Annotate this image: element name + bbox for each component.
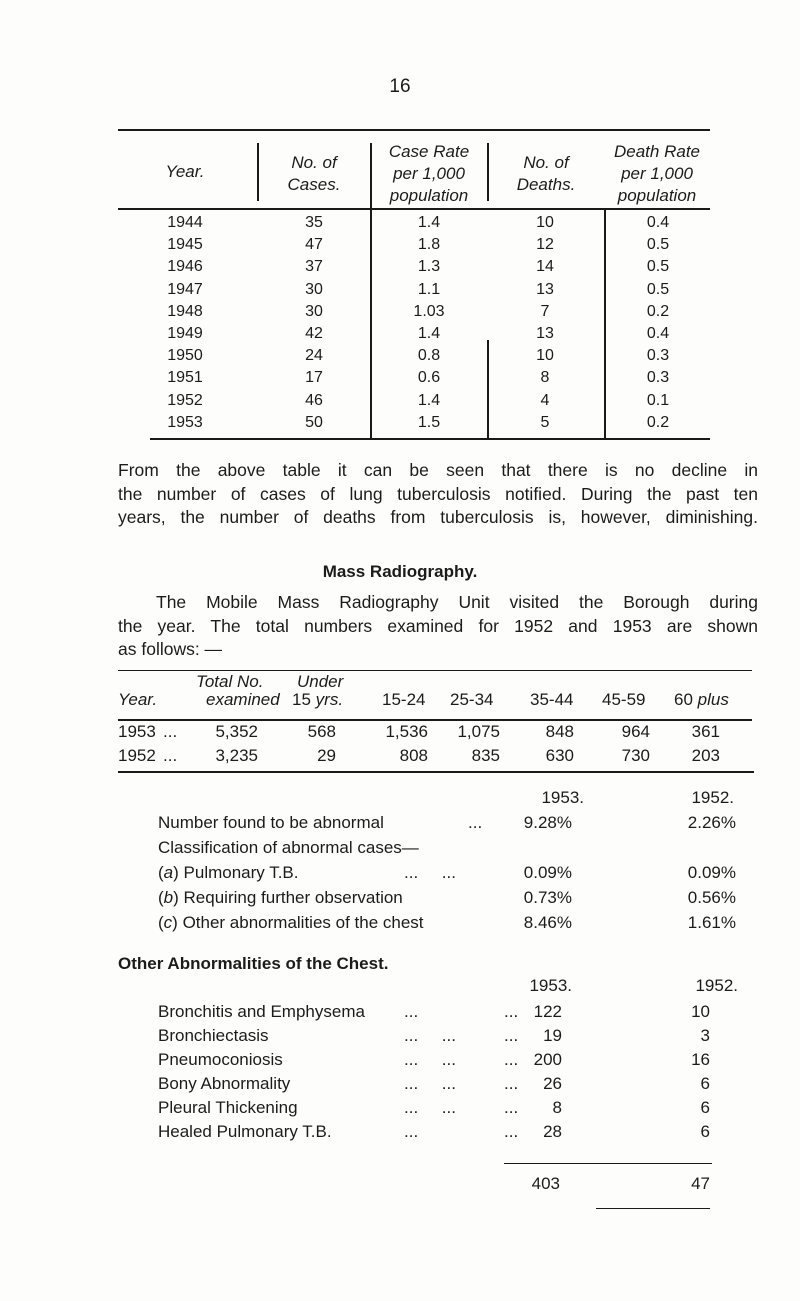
age-header-45-59: 45-59: [602, 690, 646, 709]
cases-cell: 35: [305, 214, 323, 231]
age-header-under15: 15 yrs.: [292, 690, 344, 709]
age-table-top-rule: [118, 670, 752, 671]
age-cell-dots: ...: [163, 746, 178, 765]
death-rate-cell: 0.3: [646, 369, 670, 387]
abnormal-item-1952: 1.61%: [687, 913, 736, 932]
age-header-25-34: 25-34: [450, 690, 494, 709]
case-rate-cell: 1.4: [417, 325, 441, 342]
header-year: Year.: [165, 162, 205, 181]
chest-row-dots: ...: [504, 1002, 519, 1021]
paragraph-line: From the above table it can be seen that there is no decline in: [118, 460, 758, 480]
abnormal-item-text: Pulmonary T.B.: [183, 863, 299, 882]
age-cell-dots: ...: [163, 722, 178, 741]
abnormal-item-dots: ... ...: [404, 863, 456, 882]
chest-col-1952: 1952.: [695, 976, 738, 995]
chest-total-rule: [504, 1163, 712, 1164]
chest-bottom-rule: [596, 1208, 710, 1209]
age-header-60-plus: 60 plus: [674, 690, 729, 709]
chest-row-dots: ...: [504, 1122, 519, 1141]
chest-col-1953: 1953.: [529, 976, 572, 995]
cases-cell: 24: [305, 347, 323, 365]
deaths-cell: 10: [536, 214, 554, 231]
chest-row-dots: ...: [504, 1050, 519, 1069]
age-cell-under15: 568: [307, 722, 336, 741]
abnormal-item-letter: c: [163, 913, 173, 932]
death-rate-cell: 0.5: [646, 236, 670, 254]
death-rate-cell: 0.3: [646, 347, 670, 365]
chest-row-dots: ...: [504, 1026, 519, 1045]
age-cell-a4559: 730: [621, 746, 650, 765]
cases-cell: 42: [305, 325, 323, 342]
abnormal-item-label: (c) Other abnormalities of the chest: [158, 913, 424, 932]
summary-paragraph: [118, 459, 758, 530]
chest-row-dots: ... ...: [404, 1026, 456, 1045]
abnormal-classification-label: Classification of abnormal cases—: [158, 838, 419, 857]
death-rate-cell: 0.5: [646, 258, 670, 276]
abnormal-item-1953: 8.46%: [523, 913, 572, 932]
chest-row-1953: 28: [543, 1122, 562, 1141]
case-rate-cell: 1.03: [413, 302, 445, 320]
case-rate-cell: 1.8: [417, 236, 441, 254]
cases-cell: 30: [305, 302, 323, 320]
chest-row-1953: 122: [533, 1002, 562, 1021]
abnormal-item-letter: b: [163, 888, 174, 907]
deaths-cell: 8: [540, 369, 550, 387]
year-cell: 1949: [167, 325, 203, 342]
death-rate-cell: 0.2: [646, 302, 670, 320]
deaths-cell: 12: [536, 236, 554, 254]
deaths-cell: 14: [536, 258, 554, 276]
abnormal-col-1953: 1953.: [541, 788, 584, 807]
chest-total-1952: 47: [691, 1174, 710, 1193]
case-rate-cell: 1.5: [417, 413, 441, 431]
chest-row-dots: ... ...: [404, 1074, 456, 1093]
age-table-bottom-rule: [118, 771, 754, 773]
table-col-divider: [604, 210, 606, 438]
case-rate-cell: 1.3: [417, 258, 441, 276]
deaths-cell: 13: [536, 325, 554, 342]
case-rate-cell: 1.1: [417, 280, 441, 298]
chest-row-label: Bronchiectasis: [158, 1026, 269, 1045]
deaths-cell: 10: [536, 347, 554, 365]
cases-cell: 47: [305, 236, 323, 254]
table-header-rule: [118, 208, 710, 210]
abnormal-item-1953: 0.73%: [523, 888, 572, 907]
case-rate-cell: 1.4: [417, 214, 441, 231]
age-header-total: Total No.: [196, 672, 264, 691]
age-cell-a1524: 1,536: [385, 722, 428, 741]
age-header-under15: Under: [297, 672, 344, 691]
chest-row-dots: ... ...: [404, 1098, 456, 1117]
chest-row-dots: ... ...: [404, 1050, 456, 1069]
age-cell-year: 1953: [118, 722, 156, 741]
death-rate-cell: 0.2: [646, 413, 670, 431]
cases-cell: 30: [305, 280, 323, 298]
age-cell-a60: 203: [691, 746, 720, 765]
age-cell-a3544: 848: [545, 722, 574, 741]
paragraph-line: as follows: —: [118, 639, 223, 659]
year-cell: 1951: [167, 369, 203, 387]
deaths-cell: 13: [536, 280, 554, 298]
chest-row-1952: 16: [691, 1050, 710, 1069]
abnormal-found-dots: ...: [468, 813, 483, 832]
age-table-header-rule: [118, 719, 752, 721]
chest-heading: Other Abnormalities of the Chest.: [118, 954, 389, 973]
age-cell-a1524: 808: [399, 746, 428, 765]
deaths-cell: 5: [540, 413, 550, 431]
abnormal-item-1952: 0.56%: [687, 888, 736, 907]
chest-row-1953: 19: [543, 1026, 562, 1045]
year-cell: 1948: [167, 302, 203, 320]
chest-row-label: Healed Pulmonary T.B.: [158, 1122, 332, 1141]
case-rate-cell: 0.6: [417, 369, 441, 387]
chest-row-dots: ...: [404, 1002, 419, 1021]
death-rate-cell: 0.5: [646, 280, 670, 298]
chest-row-dots: ...: [404, 1122, 419, 1141]
mass-radiography-paragraph: [118, 591, 758, 662]
death-rate-cell: 0.1: [646, 391, 670, 409]
chest-row-dots: ...: [504, 1098, 519, 1117]
chest-row-1952: 10: [691, 1002, 710, 1021]
age-cell-a60: 361: [691, 722, 720, 741]
age-header-35-44: 35-44: [530, 690, 574, 709]
year-cell: 1944: [167, 214, 203, 231]
age-cell-total: 5,352: [215, 722, 258, 741]
abnormal-item-label: (a) Pulmonary T.B.: [158, 863, 299, 882]
abnormal-item-letter: a: [163, 863, 174, 882]
year-cell: 1945: [167, 236, 203, 254]
year-cell: 1946: [167, 258, 203, 276]
chest-row-label: Pleural Thickening: [158, 1098, 298, 1117]
death-rate-cell: 0.4: [646, 214, 670, 231]
cases-cell: 50: [305, 413, 323, 431]
death-rate-cell: 0.4: [646, 325, 670, 342]
chest-row-label: Bronchitis and Emphysema: [158, 1002, 365, 1021]
chest-row-1952: 6: [700, 1074, 710, 1093]
chest-row-label: Pneumoconiosis: [158, 1050, 283, 1069]
cases-cell: 46: [305, 391, 323, 409]
cases-cell: 17: [305, 369, 323, 387]
age-cell-a2534: 1,075: [457, 722, 500, 741]
abnormal-item-text: Other abnormalities of the chest: [182, 913, 424, 932]
deaths-cell: 4: [540, 391, 550, 409]
header-death-rate: Death Rate per 1,000 population: [614, 142, 700, 205]
mass-radiography-heading: Mass Radiography.: [322, 562, 478, 581]
age-header-year: Year.: [118, 690, 158, 709]
year-cell: 1953: [167, 413, 203, 431]
age-cell-under15: 29: [317, 746, 336, 765]
chest-row-1953: 200: [533, 1050, 562, 1069]
chest-row-1952: 6: [700, 1122, 710, 1141]
table-top-rule: [118, 129, 710, 131]
abnormal-found-1953: 9.28%: [523, 813, 572, 832]
abnormal-item-1953: 0.09%: [523, 863, 572, 882]
year-cell: 1952: [167, 391, 203, 409]
abnormal-col-1952: 1952.: [691, 788, 734, 807]
chest-row-1952: 6: [700, 1098, 710, 1117]
age-cell-a3544: 630: [545, 746, 574, 765]
age-cell-total: 3,235: [215, 746, 258, 765]
age-cell-year: 1952: [118, 746, 156, 765]
table-bottom-rule: [150, 438, 710, 440]
header-case-rate: Case Rate per 1,000 population: [388, 142, 470, 205]
chest-total-1953: 403: [531, 1174, 560, 1193]
age-cell-a4559: 964: [621, 722, 650, 741]
abnormal-item-label: (b) Requiring further observation: [158, 888, 403, 907]
header-cases: No. of Cases.: [287, 153, 341, 194]
abnormal-item-1952: 0.09%: [687, 863, 736, 882]
age-cell-a2534: 835: [471, 746, 500, 765]
case-rate-cell: 0.8: [417, 347, 441, 365]
chest-row-dots: ...: [504, 1074, 519, 1093]
abnormal-found-1952: 2.26%: [687, 813, 736, 832]
paragraph-line: years, the number of deaths from tuberculosis is, however, diminishing.: [118, 507, 758, 527]
chest-row-1952: 3: [700, 1026, 710, 1045]
page-number: 16: [389, 76, 411, 97]
chest-row-1953: 8: [552, 1098, 562, 1117]
age-header-15-24: 15-24: [382, 690, 426, 709]
deaths-cell: 7: [540, 302, 550, 320]
age-header-total: examined: [206, 690, 280, 709]
table-col-divider: [257, 143, 259, 201]
abnormal-item-text: Requiring further observation: [183, 888, 403, 907]
chest-row-1953: 26: [543, 1074, 562, 1093]
case-rate-cell: 1.4: [417, 391, 441, 409]
header-deaths: No. of Deaths.: [516, 153, 576, 194]
paragraph-line: The Mobile Mass Radiography Unit visited the Borough during: [156, 592, 758, 612]
table-col-divider: [487, 340, 489, 438]
year-cell: 1947: [167, 280, 203, 298]
year-cell: 1950: [167, 347, 203, 365]
abnormal-found-label: Number found to be abnormal: [158, 813, 384, 832]
cases-cell: 37: [305, 258, 323, 276]
paragraph-line: the number of cases of lung tuberculosis notified. During the past ten: [118, 483, 758, 504]
paragraph-line: the year. The total numbers examined for 1952 and 1953 are shown: [118, 615, 758, 636]
chest-row-label: Bony Abnormality: [158, 1074, 291, 1093]
